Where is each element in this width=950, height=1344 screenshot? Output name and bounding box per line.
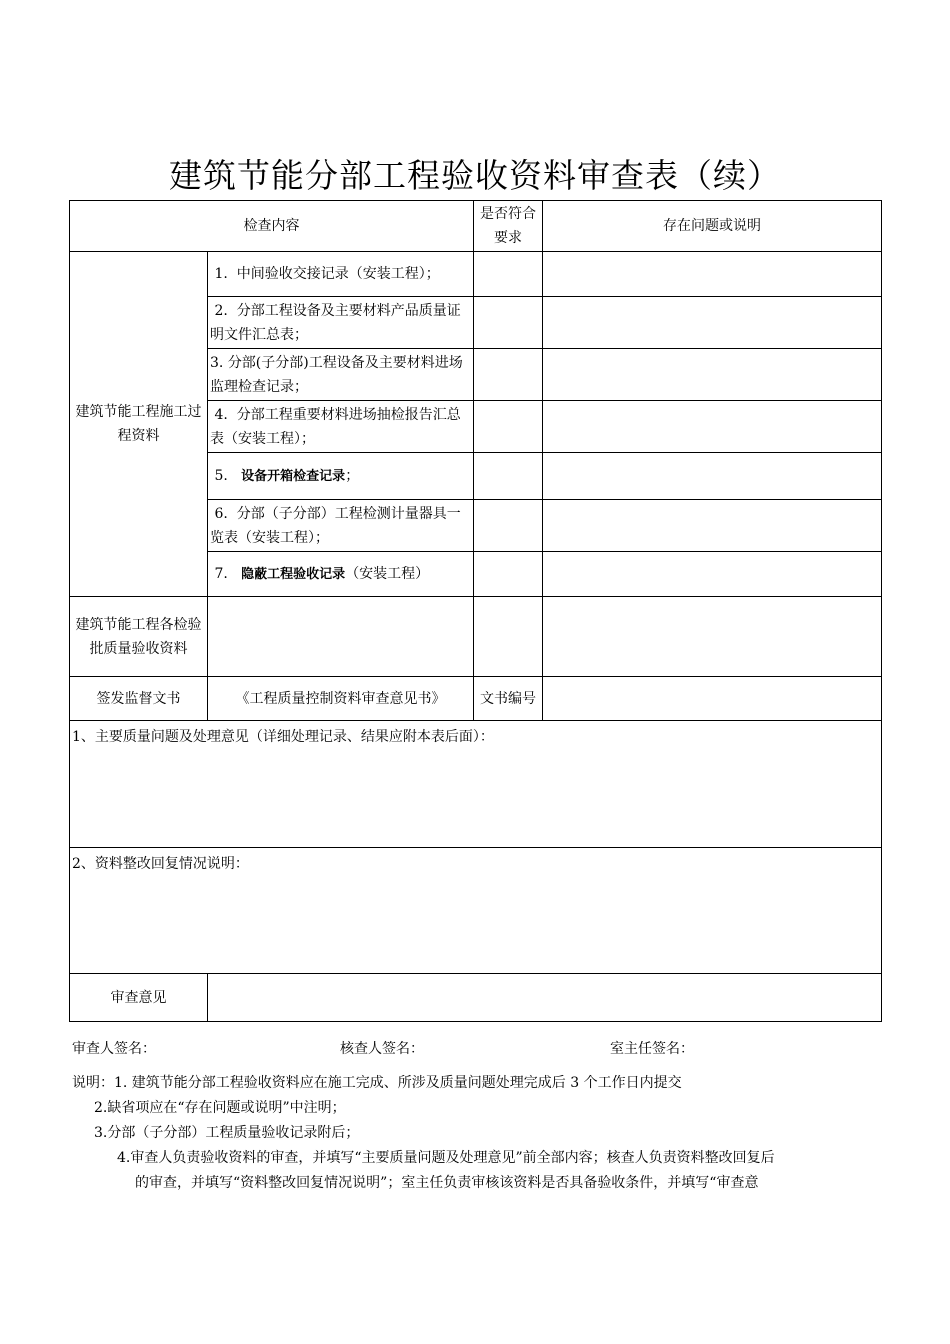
review-opinion-label: 审查意见 (70, 974, 208, 1022)
item-7: 7. 隐蔽工程验收记录（安装工程） (208, 552, 474, 597)
item-4: 4. 分部工程重要材料进场抽检报告汇总表（安装工程）； (208, 401, 474, 453)
table-header-row (70, 201, 882, 252)
doc-number-cell[interactable] (543, 677, 882, 721)
supervision-label: 签发监督文书 (70, 677, 208, 721)
table-row (70, 974, 882, 1022)
director-signature: 室主任签名： (610, 1041, 694, 1057)
review-table (69, 200, 882, 1022)
form-title: 建筑节能分部工程验收资料审查表（续） (169, 156, 781, 195)
issue-cell-6[interactable] (543, 500, 882, 552)
issue-cell-2[interactable] (543, 297, 882, 349)
supervision-doc: 《工程质量控制资料审查意见书》 (208, 677, 474, 721)
conform-cell-4[interactable] (474, 401, 543, 453)
doc-number-label: 文书编号 (474, 677, 543, 721)
item-5: 5. 设备开箱检查记录； (208, 453, 474, 500)
header-content: 检查内容 (70, 201, 474, 252)
item-6: 6. 分部（子分部）工程检测计量器具一览表（安装工程）； (208, 500, 474, 552)
batch-content-cell[interactable] (208, 597, 474, 677)
conform-cell-5[interactable] (474, 453, 543, 500)
header-conform: 是否符合要求 (474, 201, 543, 252)
group-label-batch: 建筑节能工程各检验批质量验收资料 (70, 597, 208, 677)
checker-signature: 核查人签名： (340, 1041, 424, 1057)
table-row (70, 597, 882, 677)
conform-cell-3[interactable] (474, 349, 543, 401)
item-3: 3. 分部(子分部)工程设备及主要材料进场监理检查记录； (208, 349, 474, 401)
batch-conform-cell[interactable] (474, 597, 543, 677)
table-row (70, 252, 882, 297)
issue-cell-4[interactable] (543, 401, 882, 453)
issue-cell-7[interactable] (543, 552, 882, 597)
issue-cell-3[interactable] (543, 349, 882, 401)
note-line-4: 4.审查人负责验收资料的审查，并填写“主要质量问题及处理意见”前全部内容；核查人负责资料整改回复后 (117, 1150, 775, 1166)
table-row (70, 848, 882, 974)
note-line-5: 的审查，并填写“资料整改回复情况说明”；室主任负责审核该资料是否具备验收条件，并填写“审查意 (135, 1175, 759, 1191)
rectification-reply-field[interactable]: 2、资料整改回复情况说明： (70, 848, 882, 974)
group-label-process: 建筑节能工程施工过程资料 (70, 252, 208, 597)
conform-cell-7[interactable] (474, 552, 543, 597)
issue-cell-1[interactable] (543, 252, 882, 297)
quality-issues-field[interactable]: 1、主要质量问题及处理意见（详细处理记录、结果应附本表后面）： (70, 721, 882, 848)
note-line-2: 2.缺省项应在“存在问题或说明”中注明； (94, 1100, 346, 1116)
reviewer-signature: 审查人签名： (72, 1041, 156, 1057)
conform-cell-2[interactable] (474, 297, 543, 349)
issue-cell-5[interactable] (543, 453, 882, 500)
item-1: 1. 中间验收交接记录（安装工程）； (208, 252, 474, 297)
table-row (70, 677, 882, 721)
item-2: 2. 分部工程设备及主要材料产品质量证明文件汇总表； (208, 297, 474, 349)
conform-cell-6[interactable] (474, 500, 543, 552)
header-issue: 存在问题或说明 (543, 201, 882, 252)
note-line-1: 说明：1. 建筑节能分部工程验收资料应在施工完成、所涉及质量问题处理完成后 3 个工作日内提交 (72, 1075, 682, 1091)
table-row (70, 721, 882, 848)
batch-issue-cell[interactable] (543, 597, 882, 677)
note-line-3: 3.分部（子分部）工程质量验收记录附后； (94, 1125, 360, 1141)
conform-cell-1[interactable] (474, 252, 543, 297)
review-opinion-cell[interactable] (208, 974, 882, 1022)
